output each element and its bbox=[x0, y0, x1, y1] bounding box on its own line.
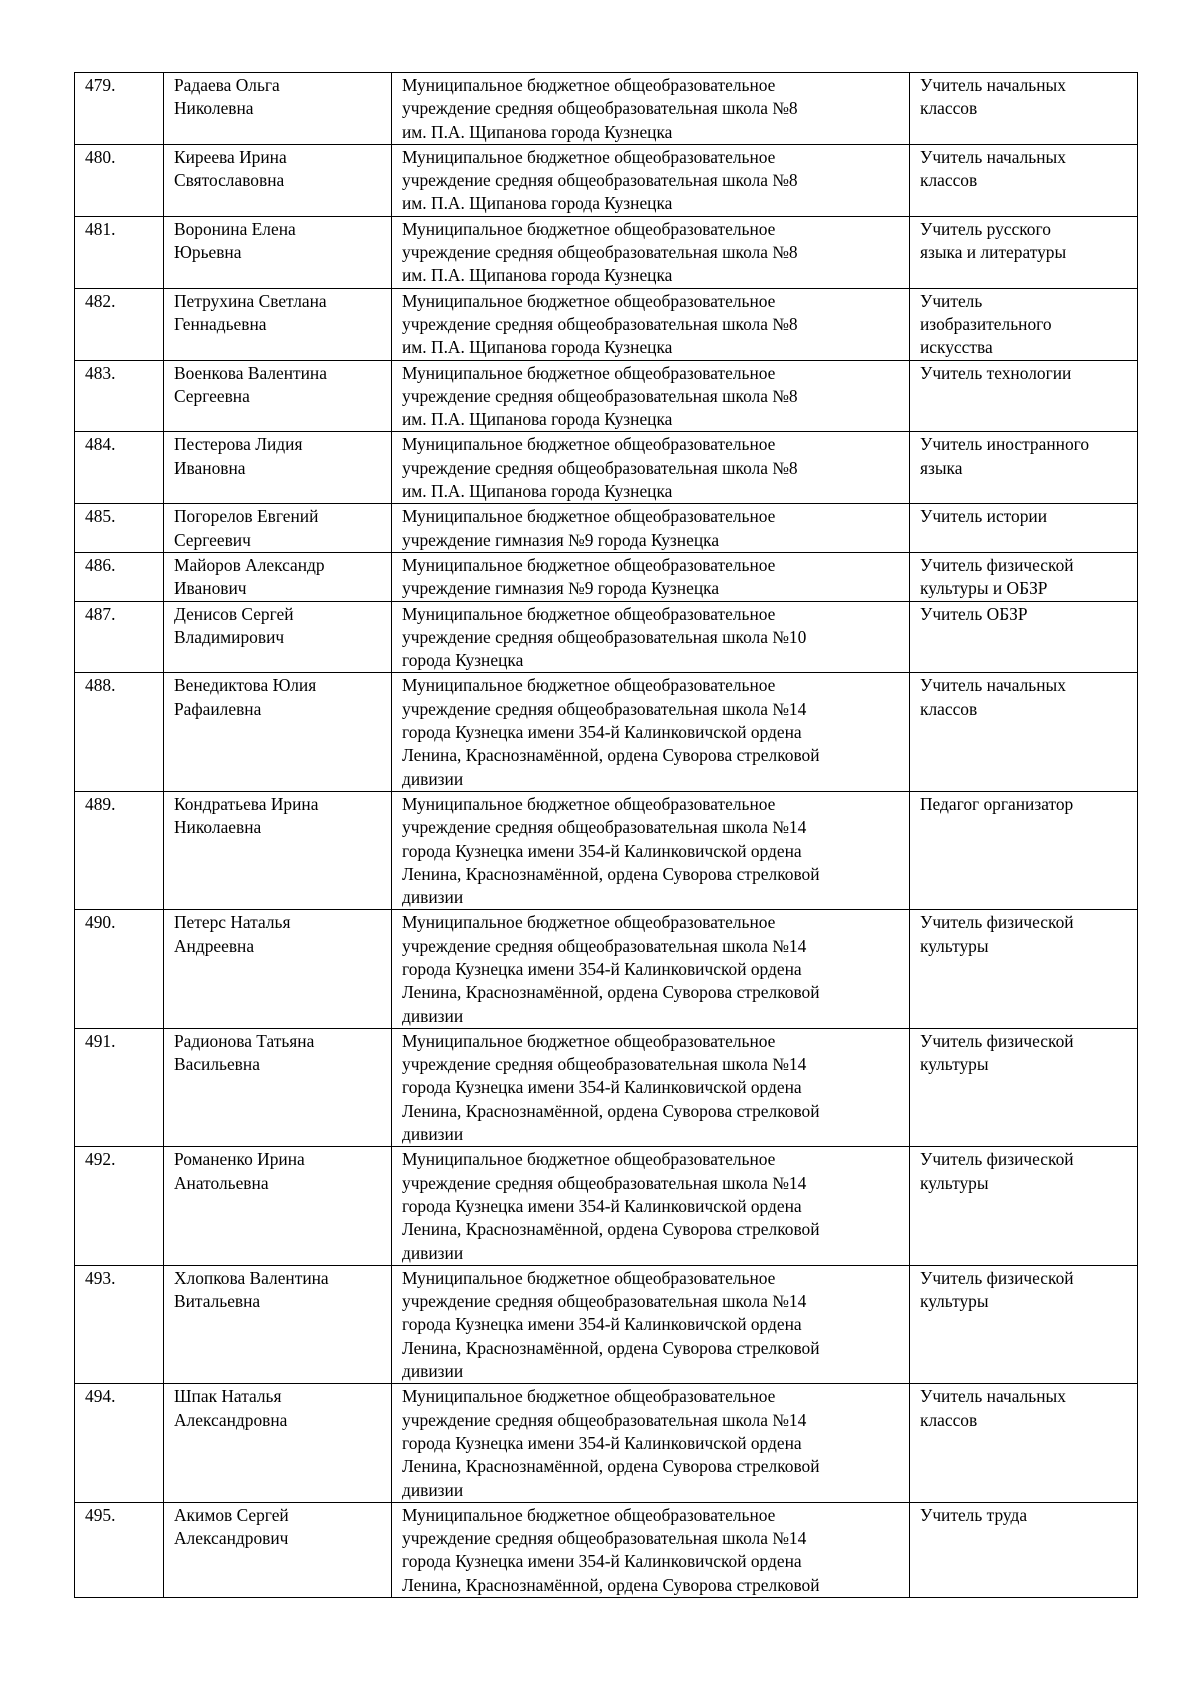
row-number-text: 495. bbox=[85, 1504, 116, 1525]
table-row bbox=[75, 1147, 1138, 1265]
teacher-name-cell bbox=[164, 601, 392, 673]
teacher-name-cell bbox=[164, 1147, 392, 1265]
organization-text: Муниципальное бюджетное общеобразовательное учреждение гимназия №9 города Кузнецка bbox=[402, 506, 776, 550]
organization-text: Муниципальное бюджетное общеобразовательное учреждение средняя общеобразовательная школа №14 города Кузнецка имени 354-й Калинковичской ордена Ленина, Краснознамённой, ордена Суворова стрелковой дивизии bbox=[402, 675, 820, 789]
organization-cell bbox=[392, 601, 910, 673]
position-text: Учитель физической культуры bbox=[920, 1030, 1074, 1075]
organization-cell bbox=[392, 1384, 910, 1502]
position-cell bbox=[910, 216, 1138, 288]
row-number-cell bbox=[75, 1147, 164, 1265]
table-row bbox=[75, 1384, 1138, 1502]
position-text: Учитель физической культуры и ОБЗР bbox=[920, 554, 1074, 599]
row-number-text: 488. bbox=[85, 675, 116, 696]
teacher-name-cell bbox=[164, 432, 392, 504]
row-number-cell bbox=[75, 73, 164, 145]
position-text: Педагог организатор bbox=[920, 793, 1074, 814]
row-number-cell bbox=[75, 552, 164, 601]
position-text: Учитель физической культуры bbox=[920, 1267, 1074, 1312]
position-text: Учитель технологии bbox=[920, 362, 1072, 383]
teacher-name-cell bbox=[164, 288, 392, 360]
organization-cell bbox=[392, 791, 910, 909]
organization-text: Муниципальное бюджетное общеобразовательное учреждение средняя общеобразовательная школа №10 города Кузнецка bbox=[402, 603, 807, 671]
organization-text: Муниципальное бюджетное общеобразовательное учреждение средняя общеобразовательная школа №14 города Кузнецка имени 354-й Калинковичской ордена Ленина, Краснознамённой, ордена Суворова стрелковой дивизии bbox=[402, 912, 820, 1026]
table-row bbox=[75, 910, 1138, 1028]
organization-cell bbox=[392, 73, 910, 145]
position-cell bbox=[910, 1265, 1138, 1383]
teacher-name-cell bbox=[164, 1384, 392, 1502]
teacher-name-text: Денисов Сергей Владимирович bbox=[174, 603, 294, 647]
position-cell bbox=[910, 1028, 1138, 1146]
position-text: Учитель истории bbox=[920, 506, 1048, 527]
row-number-cell bbox=[75, 216, 164, 288]
table-row bbox=[75, 1265, 1138, 1383]
teacher-name-text: Петрухина Светлана Геннадьевна bbox=[174, 290, 327, 334]
table-row bbox=[75, 601, 1138, 673]
teacher-name-text: Романенко Ирина Анатольевна bbox=[174, 1149, 305, 1193]
teacher-name-cell bbox=[164, 791, 392, 909]
row-number-cell bbox=[75, 432, 164, 504]
row-number-text: 487. bbox=[85, 603, 116, 624]
row-number-text: 491. bbox=[85, 1030, 116, 1051]
organization-cell bbox=[392, 216, 910, 288]
row-number-text: 484. bbox=[85, 434, 116, 455]
organization-text: Муниципальное бюджетное общеобразовательное учреждение средняя общеобразовательная школа №14 города Кузнецка имени 354-й Калинковичской ордена Ленина, Краснознамённой, ордена Суворова стрелковой дивизии bbox=[402, 1149, 820, 1263]
position-text: Учитель начальных классов bbox=[920, 675, 1066, 719]
table-row bbox=[75, 144, 1138, 216]
teacher-name-text: Майоров Александр Иванович bbox=[174, 554, 325, 599]
position-text: Учитель русского языка и литературы bbox=[920, 218, 1067, 263]
row-number-cell bbox=[75, 360, 164, 432]
organization-cell bbox=[392, 1147, 910, 1265]
row-number-text: 489. bbox=[85, 793, 116, 814]
row-number-text: 494. bbox=[85, 1386, 116, 1407]
position-text: Учитель начальных классов bbox=[920, 1386, 1066, 1430]
position-text: Учитель изобразительного искусства bbox=[920, 290, 1052, 358]
position-text: Учитель начальных классов bbox=[920, 75, 1066, 119]
teacher-name-cell bbox=[164, 673, 392, 791]
organization-cell bbox=[392, 1265, 910, 1383]
position-cell bbox=[910, 432, 1138, 504]
table-row bbox=[75, 432, 1138, 504]
row-number-cell bbox=[75, 910, 164, 1028]
organization-text: Муниципальное бюджетное общеобразовательное учреждение средняя общеобразовательная школа №14 города Кузнецка имени 354-й Калинковичской ордена Ленина, Краснознамённой, ордена Суворова стрелковой дивизии bbox=[402, 1030, 820, 1145]
teacher-name-text: Хлопкова Валентина Витальевна bbox=[174, 1267, 329, 1312]
organization-text: Муниципальное бюджетное общеобразовательное учреждение средняя общеобразовательная школа №8 им. П.А. Щипанова города Кузнецка bbox=[402, 218, 798, 286]
table-row bbox=[75, 791, 1138, 909]
position-cell bbox=[910, 552, 1138, 601]
table-row bbox=[75, 360, 1138, 432]
row-number-text: 490. bbox=[85, 912, 116, 933]
row-number-text: 485. bbox=[85, 506, 116, 527]
row-number-cell bbox=[75, 601, 164, 673]
position-cell bbox=[910, 791, 1138, 909]
organization-cell bbox=[392, 360, 910, 432]
teacher-name-text: Киреева Ирина Святославовна bbox=[174, 146, 287, 191]
row-number-text: 480. bbox=[85, 146, 116, 167]
teacher-name-cell bbox=[164, 1028, 392, 1146]
organization-text: Муниципальное бюджетное общеобразовательное учреждение средняя общеобразовательная школа №14 города Кузнецка имени 354-й Калинковичской ордена Ленина, Краснознамённой, ордена Суворова стрелковой дивизии bbox=[402, 1267, 820, 1382]
row-number-text: 492. bbox=[85, 1149, 116, 1170]
teacher-name-text: Военкова Валентина Сергеевна bbox=[174, 362, 327, 406]
table-row bbox=[75, 504, 1138, 553]
position-cell bbox=[910, 360, 1138, 432]
teacher-name-cell bbox=[164, 144, 392, 216]
row-number-text: 481. bbox=[85, 218, 116, 239]
organization-cell bbox=[392, 673, 910, 791]
row-number-text: 493. bbox=[85, 1267, 116, 1288]
organization-cell bbox=[392, 288, 910, 360]
teacher-name-cell bbox=[164, 73, 392, 145]
position-cell bbox=[910, 144, 1138, 216]
teacher-name-text: Кондратьева Ирина Николаевна bbox=[174, 793, 319, 838]
teacher-name-cell bbox=[164, 910, 392, 1028]
row-number-cell bbox=[75, 1502, 164, 1597]
teacher-name-text: Погорелов Евгений Сергеевич bbox=[174, 506, 319, 550]
table-row bbox=[75, 288, 1138, 360]
table-row bbox=[75, 1502, 1138, 1597]
row-number-text: 482. bbox=[85, 290, 116, 311]
row-number-cell bbox=[75, 1384, 164, 1502]
position-cell bbox=[910, 1502, 1138, 1597]
organization-text: Муниципальное бюджетное общеобразовательное учреждение средняя общеобразовательная школа №8 им. П.А. Щипанова города Кузнецка bbox=[402, 75, 798, 142]
row-number-text: 479. bbox=[85, 75, 116, 95]
teacher-name-text: Шпак Наталья Александровна bbox=[174, 1386, 288, 1430]
teacher-name-cell bbox=[164, 360, 392, 432]
organization-text: Муниципальное бюджетное общеобразовательное учреждение средняя общеобразовательная школа №8 им. П.А. Щипанова города Кузнецка bbox=[402, 434, 798, 502]
position-text: Учитель иностранного языка bbox=[920, 434, 1090, 478]
organization-cell bbox=[392, 504, 910, 553]
organization-cell bbox=[392, 432, 910, 504]
table-body bbox=[75, 73, 1138, 1598]
teacher-name-text: Венедиктова Юлия Рафаилевна bbox=[174, 675, 317, 719]
table-row bbox=[75, 673, 1138, 791]
position-text: Учитель ОБЗР bbox=[920, 603, 1028, 624]
position-cell bbox=[910, 288, 1138, 360]
teacher-name-text: Акимов Сергей Александрович bbox=[174, 1504, 289, 1549]
position-text: Учитель начальных классов bbox=[920, 146, 1066, 191]
teacher-name-cell bbox=[164, 1502, 392, 1597]
organization-cell bbox=[392, 1502, 910, 1597]
row-number-cell bbox=[75, 504, 164, 553]
row-number-cell bbox=[75, 1028, 164, 1146]
table-row bbox=[75, 216, 1138, 288]
position-cell bbox=[910, 673, 1138, 791]
row-number-cell bbox=[75, 791, 164, 909]
position-cell bbox=[910, 1147, 1138, 1265]
position-text: Учитель труда bbox=[920, 1504, 1028, 1525]
teacher-name-cell bbox=[164, 504, 392, 553]
row-number-text: 483. bbox=[85, 362, 116, 383]
row-number-cell bbox=[75, 1265, 164, 1383]
teacher-name-text: Пестерова Лидия Ивановна bbox=[174, 434, 303, 478]
position-cell bbox=[910, 1384, 1138, 1502]
position-text: Учитель физической культуры bbox=[920, 1149, 1074, 1193]
organization-text: Муниципальное бюджетное общеобразовательное учреждение средняя общеобразовательная школа №8 им. П.А. Щипанова города Кузнецка bbox=[402, 290, 798, 358]
row-number-cell bbox=[75, 144, 164, 216]
position-cell bbox=[910, 73, 1138, 145]
teacher-name-text: Воронина Елена Юрьевна bbox=[174, 218, 296, 263]
organization-cell bbox=[392, 552, 910, 601]
position-text: Учитель физической культуры bbox=[920, 912, 1074, 956]
teacher-name-text: Петерс Наталья Андреевна bbox=[174, 912, 291, 956]
organization-cell bbox=[392, 910, 910, 1028]
position-cell bbox=[910, 601, 1138, 673]
teacher-name-text: Радаева Ольга Николевна bbox=[174, 75, 280, 119]
organization-text: Муниципальное бюджетное общеобразовательное учреждение средняя общеобразовательная школа №14 города Кузнецка имени 354-й Калинковичской ордена Ленина, Краснознамённой, ордена Суворова стрелковой bbox=[402, 1504, 820, 1595]
table-row bbox=[75, 1028, 1138, 1146]
teacher-name-cell bbox=[164, 1265, 392, 1383]
organization-text: Муниципальное бюджетное общеобразовательное учреждение средняя общеобразовательная школа №8 им. П.А. Щипанова города Кузнецка bbox=[402, 146, 798, 214]
organization-text: Муниципальное бюджетное общеобразовательное учреждение средняя общеобразовательная школа №14 города Кузнецка имени 354-й Калинковичской ордена Ленина, Краснознамённой, ордена Суворова стрелковой дивизии bbox=[402, 1386, 820, 1500]
row-number-cell bbox=[75, 673, 164, 791]
organization-text: Муниципальное бюджетное общеобразовательное учреждение гимназия №9 города Кузнецка bbox=[402, 554, 776, 599]
row-number-text: 486. bbox=[85, 554, 116, 575]
table-row bbox=[75, 73, 1138, 145]
teachers-table bbox=[74, 72, 1138, 1598]
organization-text: Муниципальное бюджетное общеобразовательное учреждение средняя общеобразовательная школа №14 города Кузнецка имени 354-й Калинковичской ордена Ленина, Краснознамённой, ордена Суворова стрелковой дивизии bbox=[402, 793, 820, 908]
teacher-name-cell bbox=[164, 552, 392, 601]
teacher-name-text: Радионова Татьяна Васильевна bbox=[174, 1030, 315, 1075]
organization-text: Муниципальное бюджетное общеобразовательное учреждение средняя общеобразовательная школа №8 им. П.А. Щипанова города Кузнецка bbox=[402, 362, 798, 430]
organization-cell bbox=[392, 144, 910, 216]
position-cell bbox=[910, 504, 1138, 553]
position-cell bbox=[910, 910, 1138, 1028]
row-number-cell bbox=[75, 288, 164, 360]
table-row bbox=[75, 552, 1138, 601]
organization-cell bbox=[392, 1028, 910, 1146]
teacher-name-cell bbox=[164, 216, 392, 288]
